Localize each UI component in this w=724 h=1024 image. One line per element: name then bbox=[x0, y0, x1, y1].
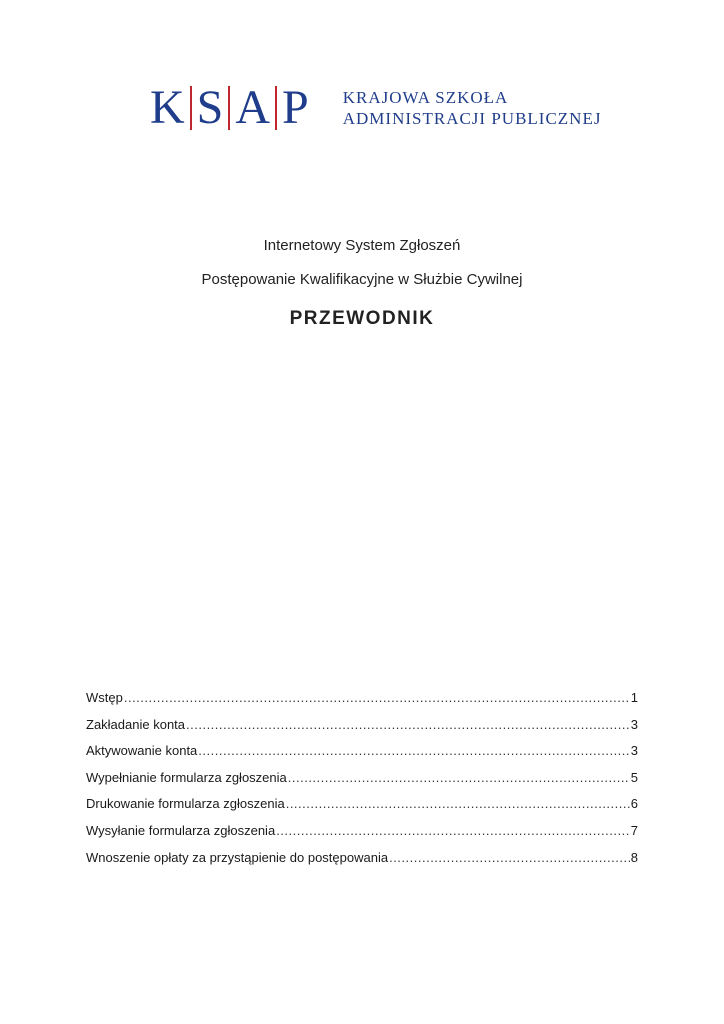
toc-entry-page: 5 bbox=[630, 769, 638, 785]
page-title: PRZEWODNIK bbox=[289, 308, 435, 329]
toc-leader-dots bbox=[186, 717, 630, 732]
toc-entry-label: Wnoszenie opłaty za przystąpienie do postępowania bbox=[86, 849, 389, 865]
logo-separator bbox=[228, 86, 230, 130]
toc-leader-dots bbox=[124, 690, 630, 705]
toc-leader-dots bbox=[276, 823, 630, 838]
logo-separator bbox=[275, 86, 277, 130]
toc-leader-dots bbox=[286, 796, 630, 811]
toc-entry[interactable] bbox=[86, 717, 638, 744]
logo-letter-p: P bbox=[282, 81, 309, 134]
institution-name-line2: ADMINISTRACJI PUBLICZNEJ bbox=[342, 109, 602, 128]
logo-separator bbox=[190, 86, 192, 130]
table-of-contents bbox=[86, 690, 638, 876]
toc-entry-label: Wysyłanie formularza zgłoszenia bbox=[86, 822, 276, 838]
document-header bbox=[0, 236, 724, 330]
toc-entry-page: 3 bbox=[630, 716, 638, 732]
toc-entry[interactable] bbox=[86, 770, 638, 797]
toc-leader-dots bbox=[288, 770, 630, 785]
ksap-logo bbox=[148, 81, 602, 134]
logo-letters bbox=[148, 81, 311, 134]
institution-name-line1: KRAJOWA SZKOŁA bbox=[342, 88, 509, 107]
logo-letter-k: K bbox=[150, 81, 185, 134]
toc-leader-dots bbox=[389, 850, 630, 865]
toc-entry-label: Zakładanie konta bbox=[86, 716, 186, 732]
logo-letter-s: S bbox=[196, 81, 224, 134]
toc-entry-page: 7 bbox=[630, 822, 638, 838]
toc-entry-page: 6 bbox=[630, 796, 638, 812]
toc-entry[interactable] bbox=[86, 850, 638, 877]
toc-entry-label: Aktywowanie konta bbox=[86, 743, 198, 759]
system-subtitle: Internetowy System Zgłoszeń bbox=[263, 237, 461, 254]
toc-entry[interactable] bbox=[86, 823, 638, 850]
toc-entry-label: Wypełnianie formularza zgłoszenia bbox=[86, 769, 287, 785]
toc-entry[interactable] bbox=[86, 796, 638, 823]
toc-entry-page: 1 bbox=[630, 690, 638, 705]
logo-letter-a: A bbox=[235, 81, 271, 134]
toc-entry-page: 8 bbox=[630, 849, 638, 865]
toc-entry[interactable] bbox=[86, 690, 638, 717]
toc-entry-page: 3 bbox=[630, 743, 638, 759]
institution-name bbox=[343, 87, 602, 129]
toc-entry-label: Drukowanie formularza zgłoszenia bbox=[86, 796, 285, 812]
toc-leader-dots bbox=[198, 743, 629, 758]
procedure-subtitle: Postępowanie Kwalifikacyjne w Służbie Cywilnej bbox=[201, 271, 523, 288]
toc-entry[interactable] bbox=[86, 743, 638, 770]
toc-entry-label: Wstęp bbox=[86, 690, 123, 705]
